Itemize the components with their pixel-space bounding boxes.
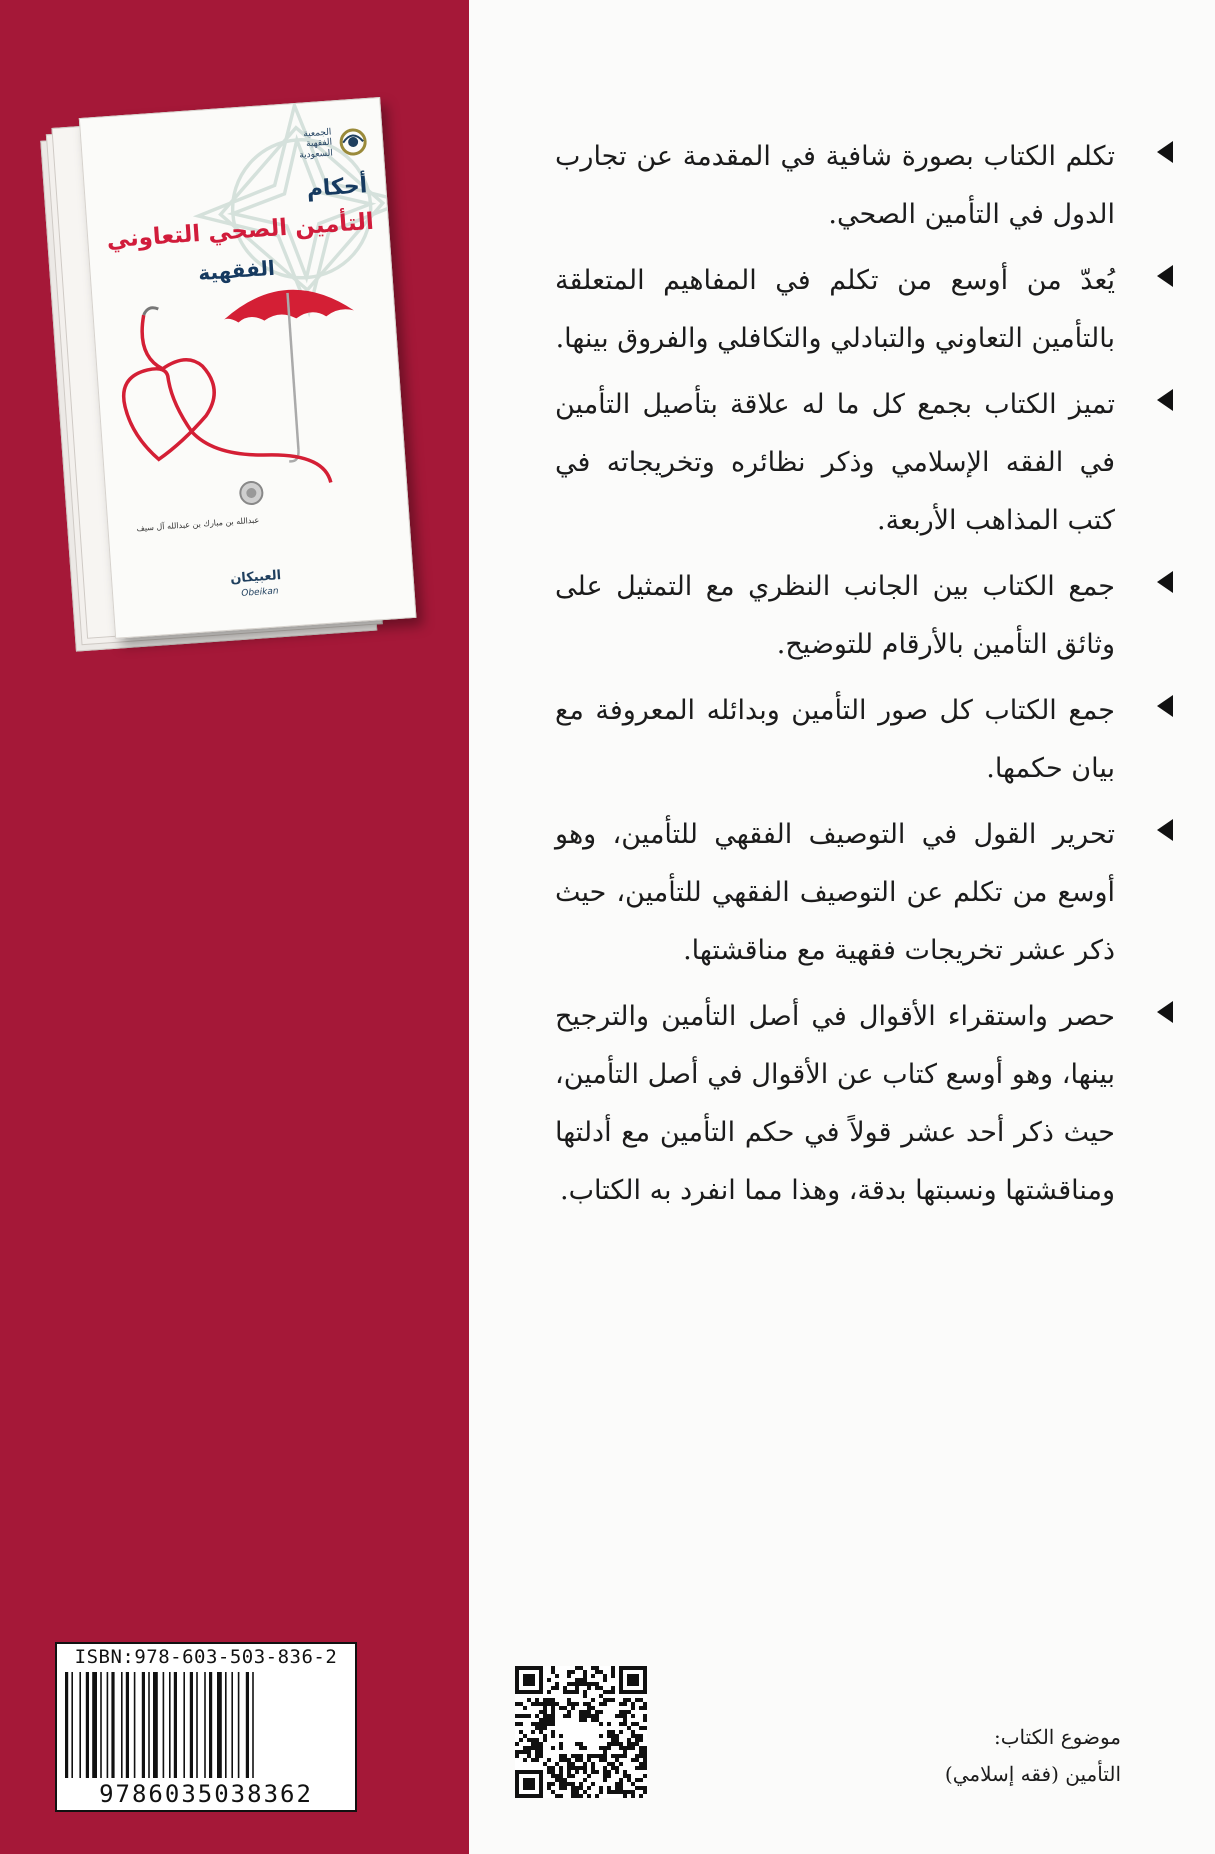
book-mockup — [39, 96, 427, 679]
book-subject — [945, 1720, 1121, 1794]
triangle-bullet-icon — [1157, 265, 1173, 287]
association-name: الجمعية الفقهية السعودية — [298, 127, 334, 161]
barcode-bars-icon — [63, 1672, 349, 1778]
isbn-label: ISBN:978-603-503-836-2 — [74, 1646, 338, 1668]
publisher-logo-ar: العبيكان — [229, 568, 282, 587]
triangle-bullet-icon — [1157, 141, 1173, 163]
list-item: حصر واستقراء الأقوال في أصل التأمين والترجيح بينها، وهو أوسع كتاب عن الأقوال في أصل التأمين، حيث ذكر أحد عشر قولاً في حكم التأمين مع أدلتها ومناقشتها ونسبتها بدقة، وهذا مما انفرد به الكتاب. — [555, 988, 1115, 1220]
list-item: تحرير القول في التوصيف الفقهي للتأمين، وهو أوسع من تكلم عن التوصيف الفقهي للتأمين، حيث ذكر عشر تخريجات فقهية مع مناقشتها. — [555, 806, 1115, 980]
red-side-panel — [0, 0, 469, 1854]
cover-title-line-2: التأمين الصحي التعاوني — [105, 208, 375, 254]
list-item: جمع الكتاب بين الجانب النظري مع التمثيل على وثائق التأمين بالأرقام للتوضيح. — [555, 558, 1115, 674]
triangle-bullet-icon — [1157, 1001, 1173, 1023]
umbrella-stethoscope-illustration — [102, 268, 397, 517]
qr-code-icon — [515, 1666, 647, 1798]
list-item: جمع الكتاب كل صور التأمين وبدائله المعروفة مع بيان حكمها. — [555, 682, 1115, 798]
feature-list — [555, 128, 1115, 1228]
triangle-bullet-icon — [1157, 571, 1173, 593]
subject-label: موضوع الكتاب: — [993, 1725, 1121, 1749]
association-logo — [287, 125, 369, 162]
barcode-number: 9786035038362 — [99, 1780, 313, 1808]
list-item: تميز الكتاب بجمع كل ما له علاقة بتأصيل التأمين في الفقه الإسلامي وذكر نظائره وتخريجاته في كتب المذاهب الأربعة. — [555, 376, 1115, 550]
triangle-bullet-icon — [1157, 389, 1173, 411]
subject-value: التأمين (فقه إسلامي) — [944, 1762, 1121, 1786]
triangle-bullet-icon — [1157, 695, 1173, 717]
cover-title-line-1: أحكام — [305, 173, 369, 203]
book-front-cover — [79, 97, 417, 639]
isbn-barcode — [55, 1642, 357, 1812]
association-emblem-icon — [337, 126, 369, 158]
publisher-logo-en: Obeikan — [241, 586, 279, 599]
cover-author: عبدالله بن مبارك بن عبدالله آل سيف — [136, 515, 260, 534]
list-item: يُعدّ من أوسع من تكلم في المفاهيم المتعلقة بالتأمين التعاوني والتبادلي والتكافلي والفروق بينها. — [555, 252, 1115, 368]
list-item: تكلم الكتاب بصورة شافية في المقدمة عن تجارب الدول في التأمين الصحي. — [555, 128, 1115, 244]
triangle-bullet-icon — [1157, 819, 1173, 841]
cover-title-line-3: الفقهية — [197, 255, 276, 286]
